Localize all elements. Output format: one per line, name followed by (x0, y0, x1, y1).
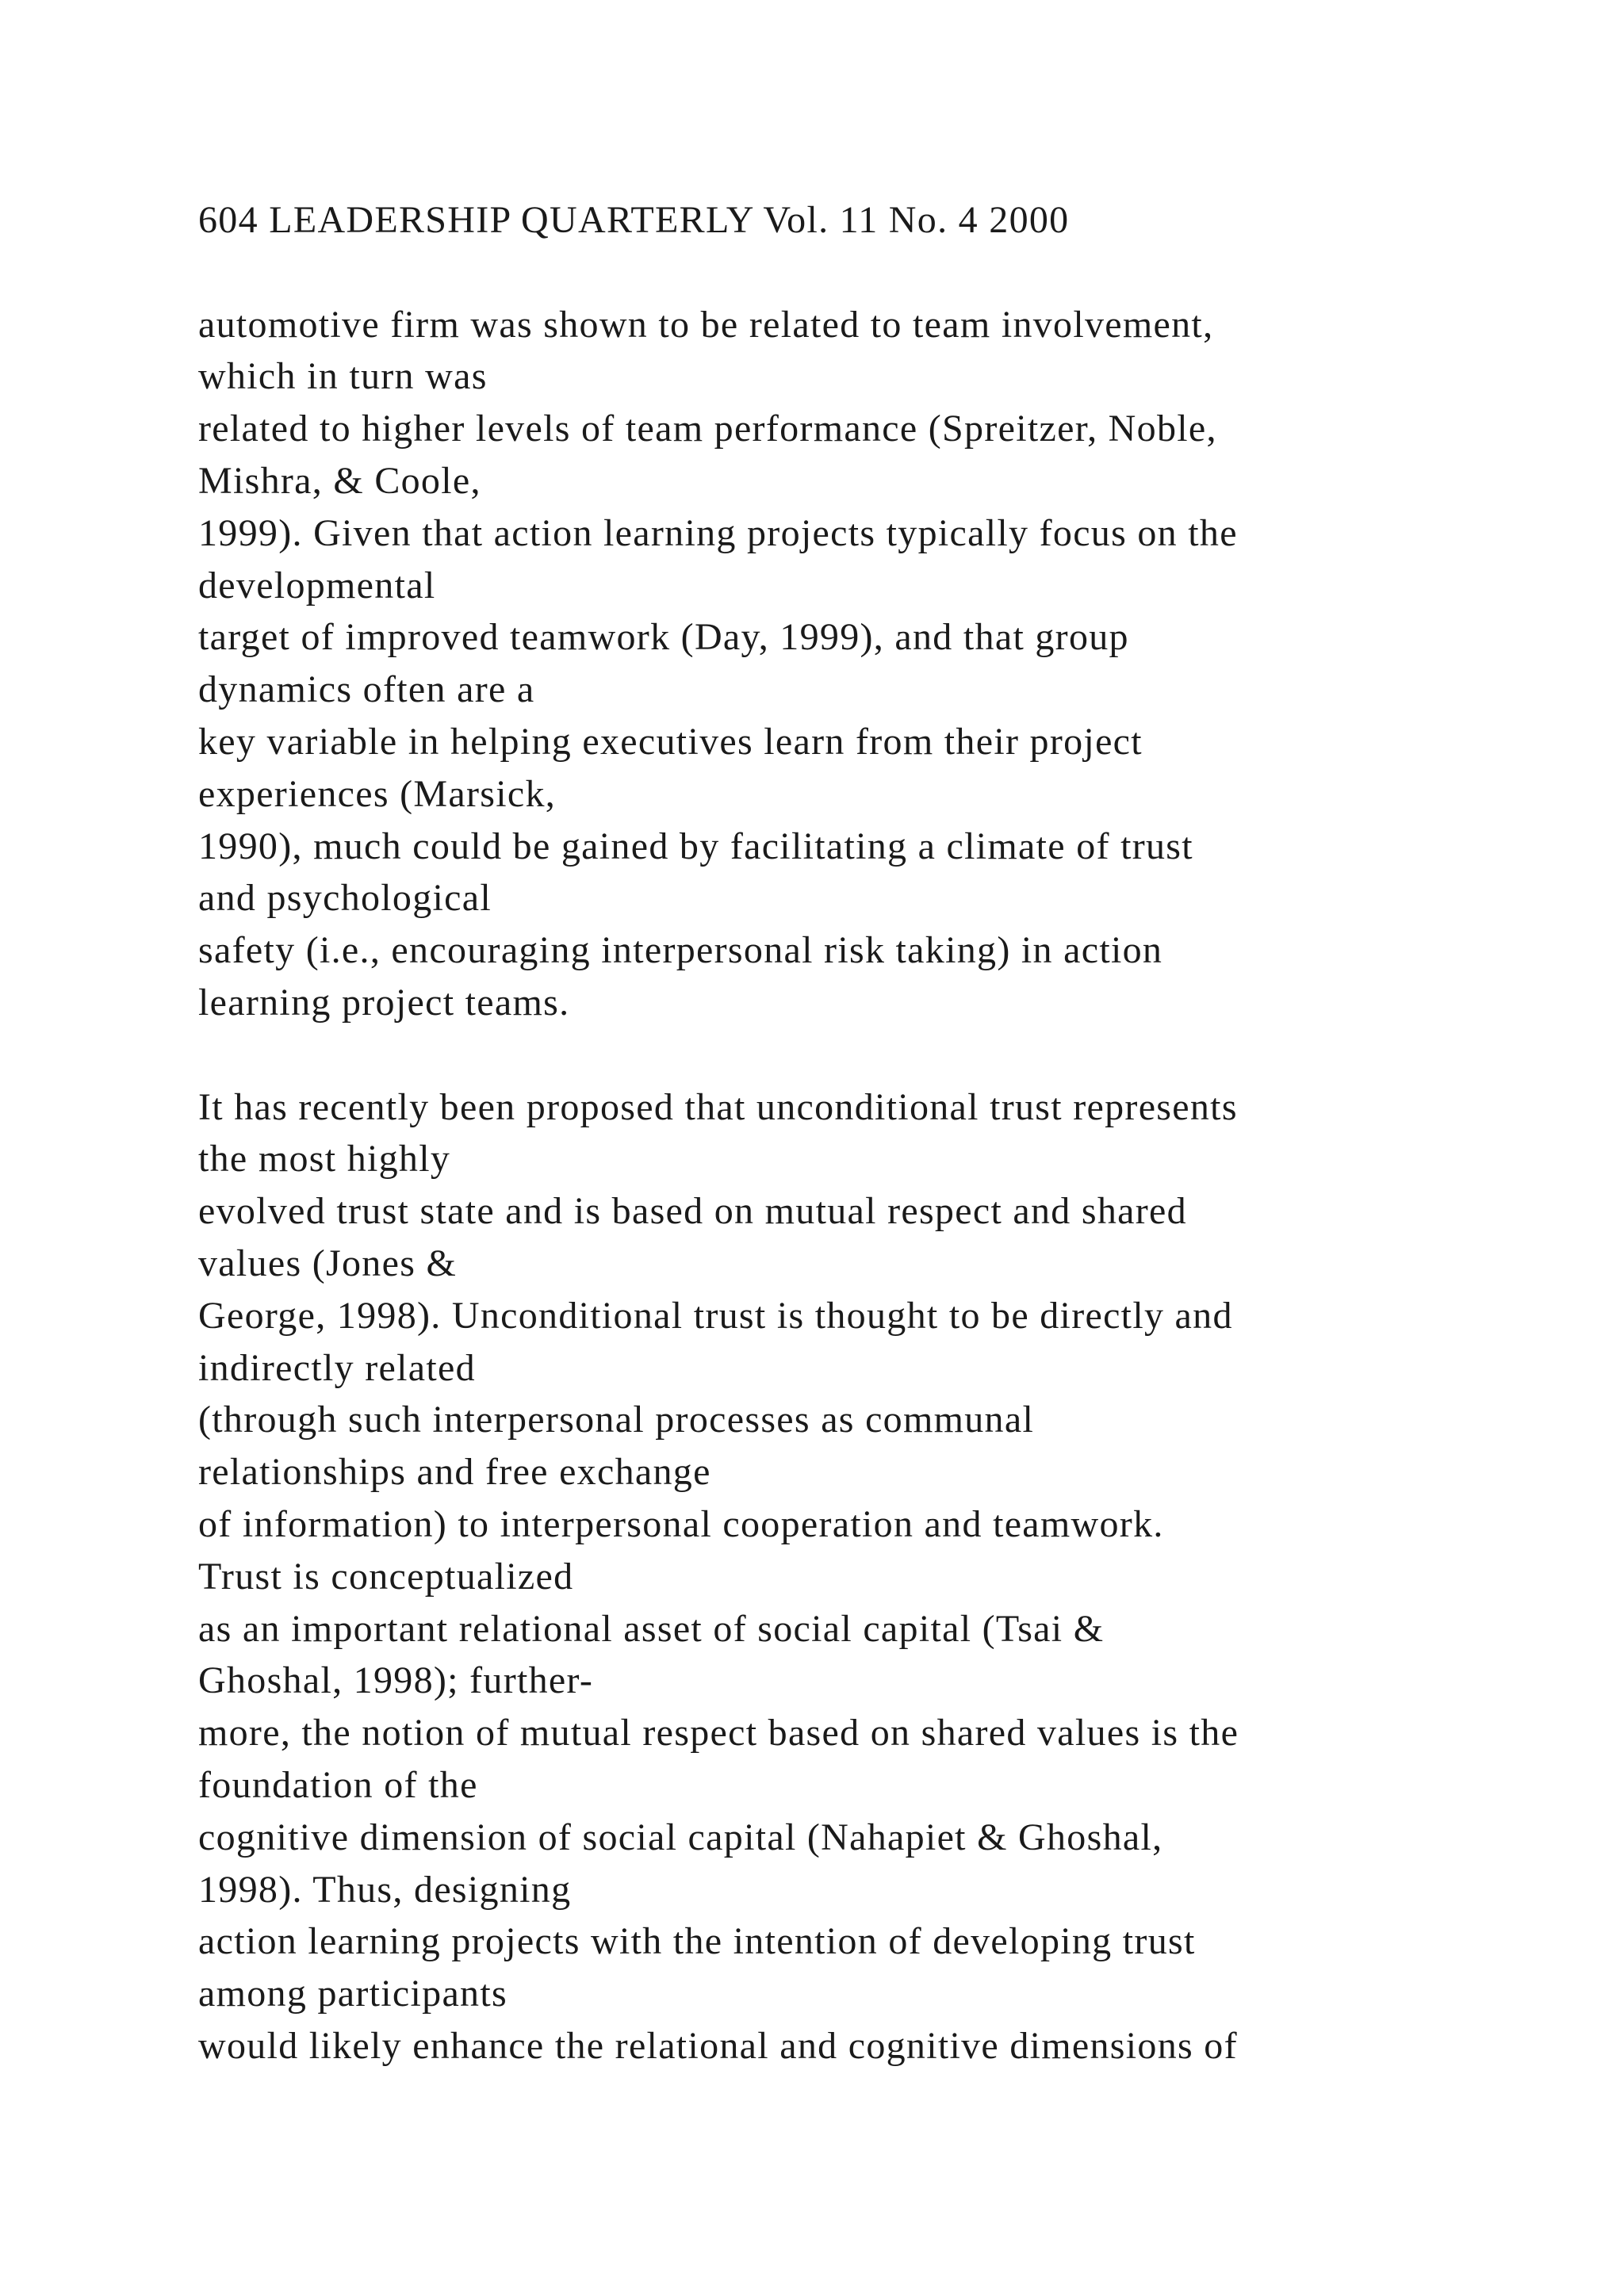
text-line: Trust is conceptualized (198, 1555, 574, 1598)
text-line: indirectly related (198, 1346, 476, 1389)
text-line: experiences (Marsick, (198, 772, 557, 815)
text-line: George, 1998). Unconditional trust is thought to be directly and (198, 1294, 1233, 1337)
spacer (198, 247, 1499, 299)
text-line: as an important relational asset of social capital (Tsai & (198, 1607, 1105, 1650)
text-line: more, the notion of mutual respect based on shared values is the (198, 1712, 1239, 1755)
text-line: safety (i.e., encouraging interpersonal risk taking) in action (198, 929, 1163, 972)
text-line: cognitive dimension of social capital (Nahapiet & Ghoshal, (198, 1816, 1163, 1858)
text-line: dynamics often are a (198, 668, 535, 711)
text-line: learning project teams. (198, 981, 570, 1024)
document-page (198, 194, 1499, 2072)
text-line: of information) to interpersonal cooperation and teamwork. (198, 1502, 1164, 1545)
text-line: developmental (198, 564, 436, 607)
text-line: which in turn was (198, 355, 488, 398)
text-line: Mishra, & Coole, (198, 459, 481, 502)
spacer (198, 1029, 1499, 1081)
paragraph-1 (198, 299, 1499, 1029)
text-line: Ghoshal, 1998); further- (198, 1659, 594, 1702)
text-line: 1999). Given that action learning projects typically focus on the (198, 511, 1238, 554)
text-line: evolved trust state and is based on mutual respect and shared (198, 1190, 1187, 1233)
text-line: and psychological (198, 877, 492, 920)
text-line: 1998). Thus, designing (198, 1868, 572, 1911)
text-line: among participants (198, 1973, 508, 2015)
text-line: (through such interpersonal processes as communal (198, 1399, 1035, 1441)
text-line: target of improved teamwork (Day, 1999), and that group (198, 616, 1129, 659)
text-line: the most highly (198, 1138, 451, 1181)
text-line: would likely enhance the relational and cognitive dimensions of (198, 2024, 1238, 2067)
text-line: related to higher levels of team performance (Spreitzer, Noble, (198, 408, 1217, 450)
text-line: foundation of the (198, 1763, 478, 1806)
text-line: relationships and free exchange (198, 1451, 711, 1494)
text-line: action learning projects with the intention of developing trust (198, 1920, 1196, 1963)
text-line: automotive firm was shown to be related to team involvement, (198, 303, 1214, 346)
text-line: 1990), much could be gained by facilitating a climate of trust (198, 825, 1193, 867)
text-line: It has recently been proposed that unconditional trust represents (198, 1085, 1238, 1128)
paragraph-2 (198, 1081, 1499, 2072)
text-line: values (Jones & (198, 1242, 458, 1284)
page-header: 604 LEADERSHIP QUARTERLY Vol. 11 No. 4 2000 (198, 199, 1070, 241)
text-line: key variable in helping executives learn from their project (198, 720, 1143, 763)
